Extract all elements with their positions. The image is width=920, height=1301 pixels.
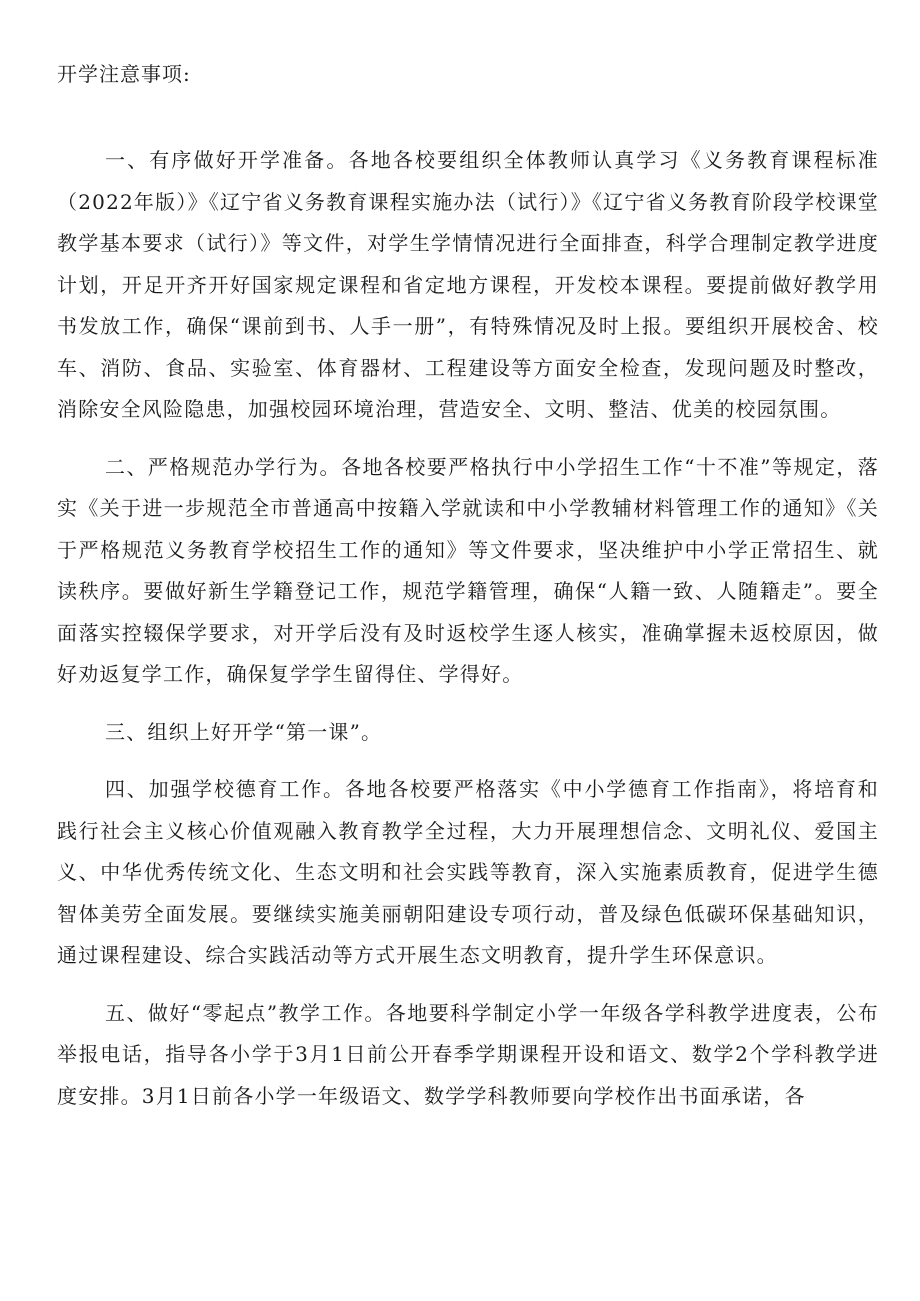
document-title: 开学注意事项: (57, 62, 191, 86)
paragraph-moral-education: 四、加强学校德育工作。各地各校要严格落实《中小学德育工作指南》，将培育和践行社会主义核心价值观融入教育教学全过程，大力开展理想信念、文明礼仪、爱国主义、中华优秀传统文化、生态文明和社会实践等教育，深入实施素质教育，促进学生德智体美劳全面发展。要继续实施美丽朝阳建设专项行动，普及绿色低碳环保基础知识，通过课程建设、综合实践活动等方式开展生态文明教育，提升学生环保意识。 (57, 777, 879, 967)
paragraph-school-conduct: 二、严格规范办学行为。各地各校要严格执行中小学招生工作“十不准”等规定，落实《关于进一步规范全市普通高中按籍入学就读和中小学教辅材料管理工作的通知》《关于严格规范义务教育学校招生工作的通知》等文件要求，坚决维护中小学正常招生、就读秩序。要做好新生学籍登记工作，规范学籍管理，确保“人籍一致、人随籍走”。要全面落实控辍保学要求，对开学后没有及时返校学生逐人核实，准确掌握未返校原因，做好劝返复学工作，确保复学学生留得住、学得好。 (57, 454, 879, 686)
paragraph-first-lesson: 三、组织上好开学“第一课”。 (105, 719, 383, 744)
paragraph-zero-start-teaching: 五、做好“零起点”教学工作。各地要科学制定小学一年级各学科教学进度表，公布举报电话，指导各小学于3月1日前公开春季学期课程开设和语文、数学2个学科教学进度安排。3月1日前各小学一年级语文、数学学科教师要向学校作出书面承诺，各 (57, 1000, 879, 1108)
paragraph-preparation: 一、有序做好开学准备。各地各校要组织全体教师认真学习《义务教育课程标准（2022年版）》《辽宁省义务教育课程实施办法（试行）》《辽宁省义务教育阶段学校课堂教学基本要求（试行）》等文件，对学生学情情况进行全面排查，科学合理制定教学进度计划，开足开齐开好国家规定课程和省定地方课程，开发校本课程。要提前做好教学用书发放工作，确保“课前到书、人手一册”，有特殊情况及时上报。要组织开展校舍、校车、消防、食品、实验室、体育器材、工程建设等方面安全检查，发现问题及时整改，消除安全风险隐患，加强校园环境治理，营造安全、文明、整洁、优美的校园氛围。 (57, 148, 879, 421)
document-body (57, 140, 879, 1133)
